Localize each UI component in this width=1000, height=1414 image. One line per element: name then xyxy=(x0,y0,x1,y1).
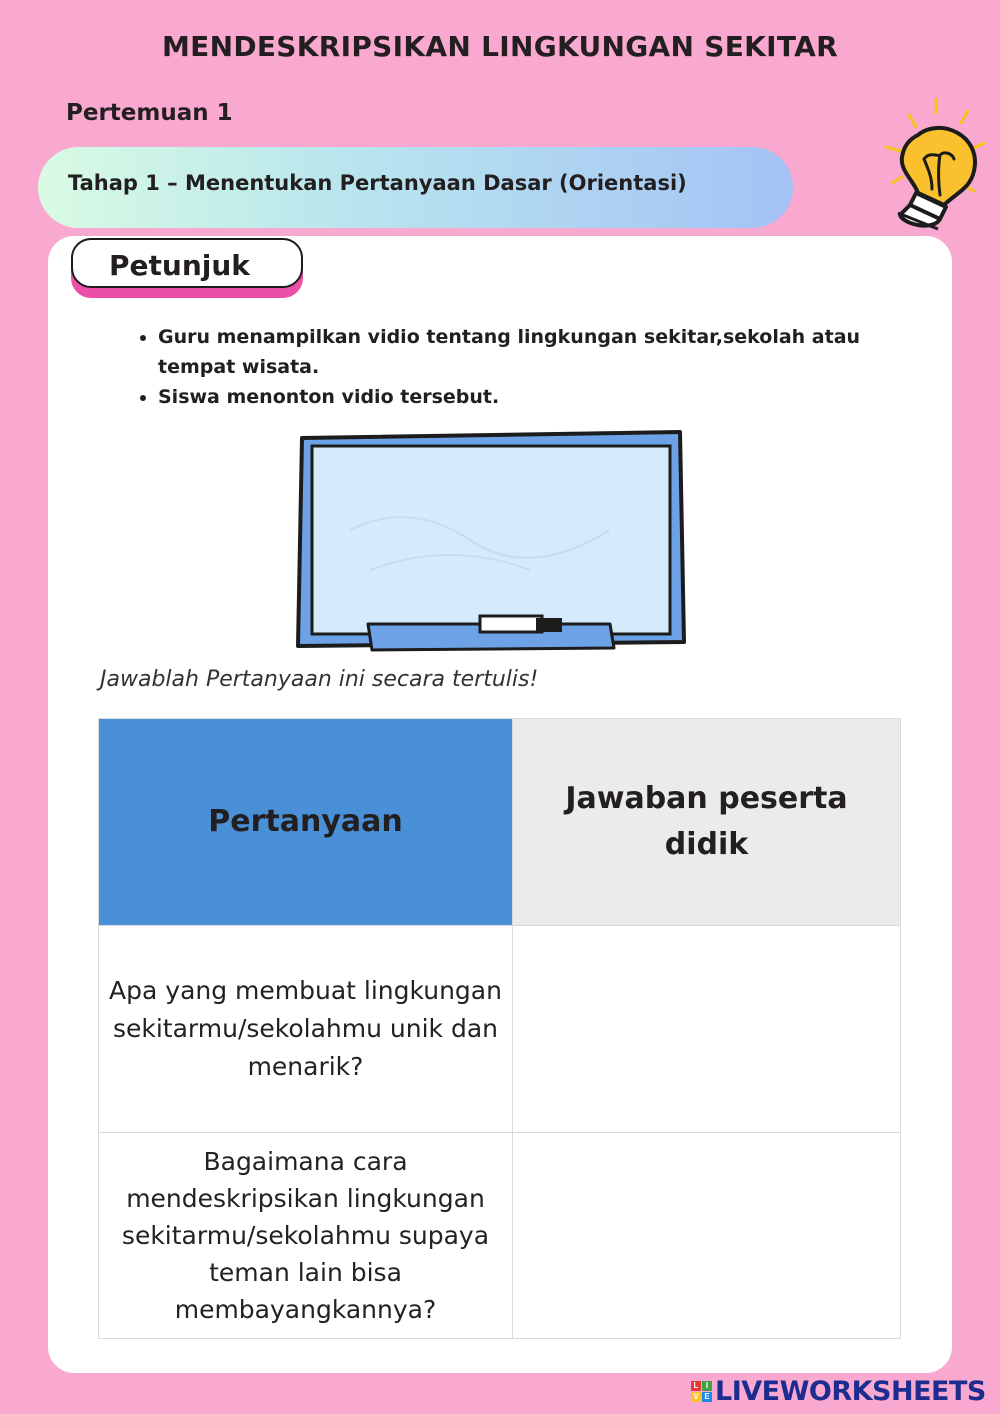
meeting-label: Pertemuan 1 xyxy=(66,100,233,126)
logo-letter: E xyxy=(702,1392,712,1402)
stage-title: Tahap 1 – Menentukan Pertanyaan Dasar (Orientasi) xyxy=(68,171,687,195)
header-answer: Jawaban peserta didik xyxy=(513,719,901,926)
page-title: MENDESKRIPSIKAN LINGKUNGAN SEKITAR xyxy=(162,30,838,63)
instruction-item: • Siswa menonton vidio tersebut. xyxy=(158,382,898,412)
instructions-tag-label: Petunjuk xyxy=(109,249,250,282)
question-cell: Apa yang membuat lingkungan sekitarmu/sekolahmu unik dan menarik? xyxy=(99,926,513,1133)
table-row xyxy=(99,1133,901,1339)
instructions-tag xyxy=(71,238,303,288)
header-question: Pertanyaan xyxy=(99,719,513,926)
question-answer-table xyxy=(98,718,901,1339)
question-cell: Bagaimana cara mendeskripsikan lingkungan sekitarmu/sekolahmu supaya teman lain bisa membayangkannya? xyxy=(99,1133,513,1339)
whiteboard-illustration xyxy=(290,420,690,655)
lightbulb-icon xyxy=(878,95,1000,235)
logo-letter: I xyxy=(702,1381,712,1391)
answer-cell[interactable] xyxy=(513,1133,901,1339)
table-header-row xyxy=(99,719,901,926)
logo-letter: L xyxy=(691,1381,701,1391)
answer-prompt: Jawablah Pertanyaan ini secara tertulis! xyxy=(100,667,539,692)
stage-banner xyxy=(38,147,793,228)
liveworksheets-logo xyxy=(691,1376,986,1406)
instructions-list xyxy=(134,322,898,412)
logo-mark xyxy=(691,1381,712,1402)
logo-letter: V xyxy=(691,1392,701,1402)
instruction-item: • Guru menampilkan vidio tentang lingkungan sekitar,sekolah atau tempat wisata. xyxy=(158,322,898,382)
table-row xyxy=(99,926,901,1133)
logo-text: LIVEWORKSHEETS xyxy=(715,1375,986,1407)
answer-cell[interactable] xyxy=(513,926,901,1133)
